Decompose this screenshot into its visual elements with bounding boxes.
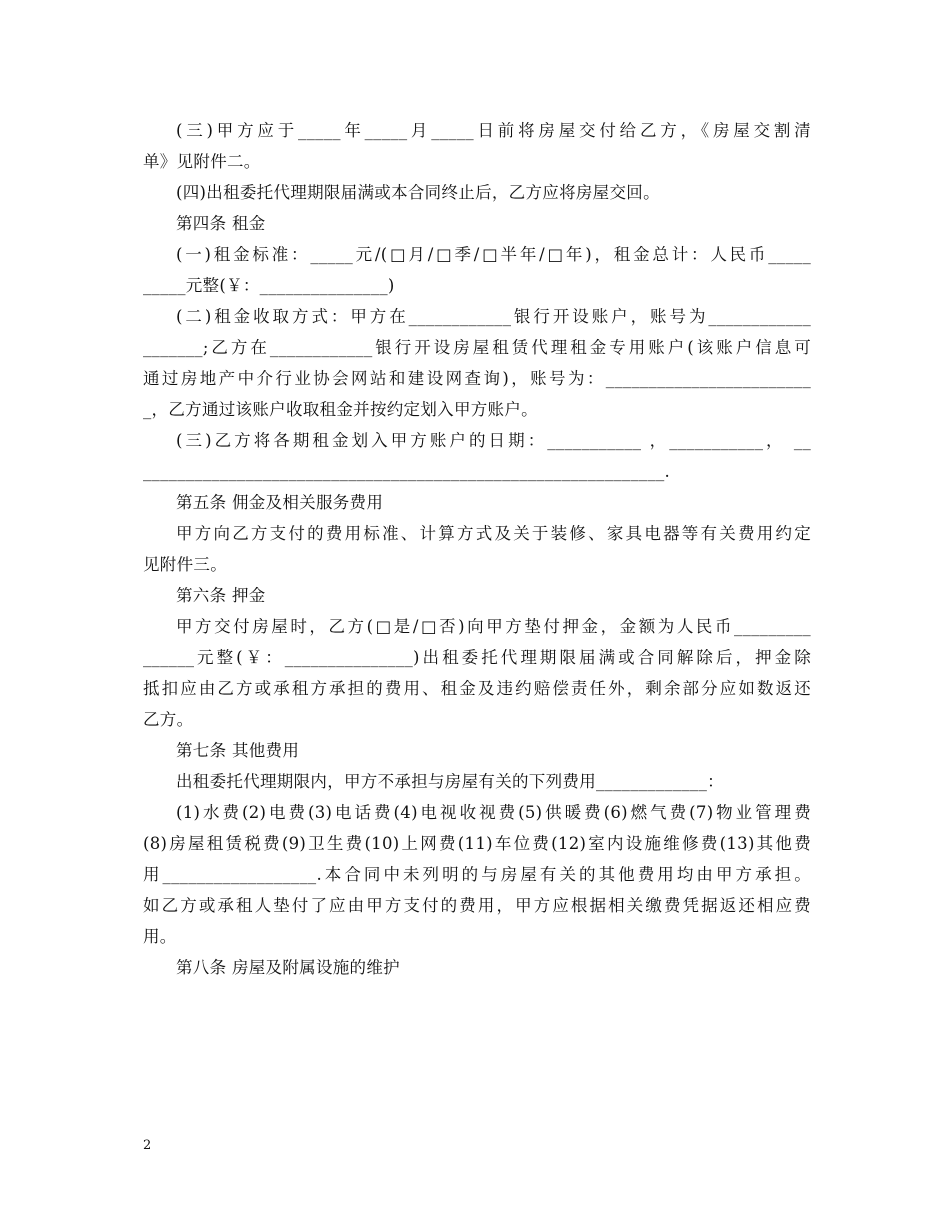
paragraph-line: (三)甲方应于_____年_____月_____日前将房屋交付给乙方，《房屋交割清 <box>176 121 811 140</box>
paragraph-line: (四)出租委托代理期限届满或本合同终止后，乙方应将房屋交回。 <box>176 183 660 202</box>
paragraph-line: (8)房屋租赁税费(9)卫生费(10)上网费(11)车位费(12)室内设施维修费(13)其他费 <box>143 834 811 853</box>
paragraph-line: 用__________________.本合同中未列明的与房屋有关的其他费用均由甲方承担。 <box>143 865 811 884</box>
paragraph-line: (二)租金收取方式：甲方在____________银行开设账户，账号为____________ <box>176 307 811 326</box>
paragraph-line: _____元整(￥：_______________) <box>143 276 395 295</box>
paragraph-line: (1)水费(2)电费(3)电话费(4)电视收视费(5)供暖费(6)燃气费(7)物业管理费 <box>176 803 811 822</box>
paragraph-line: 出租委托代理期限内，甲方不承担与房屋有关的下列费用_____________： <box>176 772 724 791</box>
section-heading: 第七条 其他费用 <box>176 741 300 760</box>
paragraph-line: 甲方向乙方支付的费用标准、计算方式及关于装修、家具电器等有关费用约定 <box>176 524 811 543</box>
section-heading: 第四条 租金 <box>176 214 266 233</box>
paragraph-line: _______;乙方在____________银行开设房屋租赁代理租金专用账户(该账户信息可 <box>143 338 811 357</box>
paragraph-line: (一)租金标准：_____元/(□月/□季/□半年/□年)，租金总计：人民币_____ <box>176 245 811 264</box>
paragraph-line: 抵扣应由乙方或承租方承担的费用、租金及违约赔偿责任外，剩余部分应如数返还 <box>143 679 811 698</box>
page-number: 2 <box>143 1138 152 1153</box>
paragraph-line: ______元整(￥：_______________)出租委托代理期限届满或合同解除后，押金除 <box>143 648 811 667</box>
section-heading: 第五条 佣金及相关服务费用 <box>176 493 384 512</box>
paragraph-line: _____________________________________________________________. <box>143 462 671 481</box>
paragraph-line: 通过房地产中介行业协会网站和建设网查询)，账号为：________________________ <box>143 369 811 388</box>
section-heading: 第八条 房屋及附属设施的维护 <box>176 958 400 977</box>
paragraph-line: 乙方。 <box>143 710 194 729</box>
paragraph-line: 甲方交付房屋时，乙方(□是/□否)向甲方垫付押金，金额为人民币_________ <box>176 617 811 636</box>
paragraph-line: 见附件三。 <box>143 555 227 574</box>
paragraph-line: 用。 <box>143 927 177 946</box>
paragraph-line: 如乙方或承租人垫付了应由甲方支付的费用，甲方应根据相关缴费凭据返还相应费 <box>143 896 811 915</box>
section-heading: 第六条 押金 <box>176 586 266 605</box>
paragraph-line: (三)乙方将各期租金划入甲方账户的日期：___________ ，___________， __ <box>176 431 811 450</box>
paragraph-line: _，乙方通过该账户收取租金并按约定划入甲方账户。 <box>143 400 538 419</box>
document-body <box>143 115 811 983</box>
paragraph-line: 单》见附件二。 <box>143 152 261 171</box>
